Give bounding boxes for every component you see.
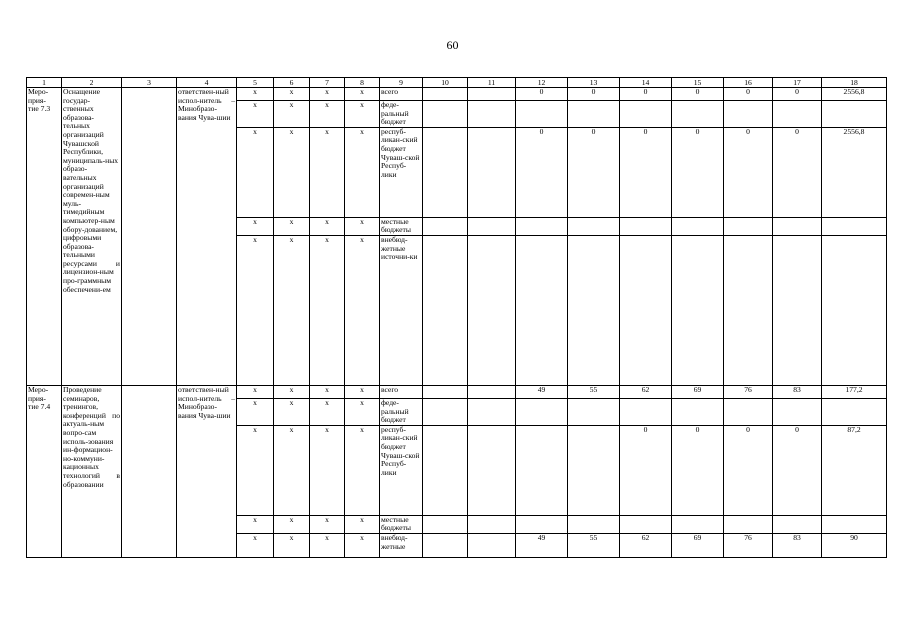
column-number: 15 [672, 78, 724, 88]
table-row [27, 88, 887, 101]
value-cell-c12: 0 [516, 88, 568, 101]
funding-source: всего [380, 385, 423, 398]
value-cell-c13 [568, 217, 620, 235]
funding-source: местные бюджеты [380, 217, 423, 235]
value-cell-c7: x [310, 398, 345, 425]
value-cell-c14 [620, 515, 672, 533]
value-cell-c8: x [345, 515, 380, 533]
value-cell-c7: x [310, 217, 345, 235]
value-cell-c8: x [345, 217, 380, 235]
value-cell-c8: x [345, 127, 380, 217]
funding-source: феде-ральный бюджет [380, 398, 423, 425]
value-cell-c18: 177,2 [822, 385, 887, 398]
value-cell-c16 [724, 515, 773, 533]
value-cell-c5: x [237, 385, 274, 398]
value-cell-c13: 0 [568, 127, 620, 217]
value-cell-c6: x [274, 515, 310, 533]
value-cell-c11 [468, 127, 516, 217]
funding-source: местные бюджеты [380, 515, 423, 533]
column-number: 10 [423, 78, 468, 88]
value-cell-c18 [822, 398, 887, 425]
value-cell-c15: 69 [672, 385, 724, 398]
value-cell-c5: x [237, 425, 274, 515]
value-cell-c12: 0 [516, 127, 568, 217]
value-cell-c6: x [274, 101, 310, 128]
measure-executor: ответствен-ный испол-нитель – Минобразо-вания Чува-шии [177, 385, 237, 557]
value-cell-c8: x [345, 385, 380, 398]
value-cell-c8: x [345, 101, 380, 128]
column-3-cell [122, 88, 177, 386]
value-cell-c8: x [345, 425, 380, 515]
column-number: 3 [122, 78, 177, 88]
value-cell-c14 [620, 101, 672, 128]
measure-name: Оснащение государ-ственных образова-тельных организаций Чувашской Республики, муниципаль-ных образо-вательных организаций современ-ным муль-тимедийным компьютер-ным обору-дованием, цифровыми образова-тельными ресурсами и лицензион-ным про-граммным обеспечени-ем [62, 88, 122, 386]
value-cell-c13 [568, 425, 620, 515]
value-cell-c8: x [345, 533, 380, 557]
value-cell-c6: x [274, 425, 310, 515]
value-cell-c14: 62 [620, 533, 672, 557]
value-cell-c10 [423, 217, 468, 235]
column-number-row [27, 78, 887, 88]
value-cell-c15 [672, 101, 724, 128]
value-cell-c15 [672, 398, 724, 425]
value-cell-c6: x [274, 127, 310, 217]
value-cell-c7: x [310, 235, 345, 385]
column-3-cell [122, 385, 177, 557]
value-cell-c18: 2556,8 [822, 127, 887, 217]
value-cell-c11 [468, 101, 516, 128]
page-number: 60 [446, 38, 459, 52]
value-cell-c10 [423, 235, 468, 385]
column-number: 18 [822, 78, 887, 88]
funding-source: респуб-ликан-ский бюджет Чуваш-ской Респуб-лики [380, 127, 423, 217]
value-cell-c8: x [345, 88, 380, 101]
value-cell-c11 [468, 235, 516, 385]
value-cell-c18: 87,2 [822, 425, 887, 515]
value-cell-c7: x [310, 101, 345, 128]
value-cell-c14: 0 [620, 88, 672, 101]
column-number: 12 [516, 78, 568, 88]
value-cell-c10 [423, 398, 468, 425]
funding-source: феде-ральный бюджет [380, 101, 423, 128]
value-cell-c17 [773, 101, 822, 128]
value-cell-c6: x [274, 235, 310, 385]
value-cell-c8: x [345, 398, 380, 425]
value-cell-c8: x [345, 235, 380, 385]
value-cell-c16 [724, 217, 773, 235]
column-number: 13 [568, 78, 620, 88]
measure-id: Меро- прия- тие 7.4 [27, 385, 62, 557]
value-cell-c10 [423, 88, 468, 101]
value-cell-c11 [468, 425, 516, 515]
value-cell-c15: 0 [672, 127, 724, 217]
value-cell-c6: x [274, 385, 310, 398]
value-cell-c7: x [310, 425, 345, 515]
value-cell-c13: 55 [568, 385, 620, 398]
value-cell-c15 [672, 217, 724, 235]
value-cell-c15 [672, 235, 724, 385]
value-cell-c16: 0 [724, 425, 773, 515]
value-cell-c12: 49 [516, 385, 568, 398]
value-cell-c5: x [237, 533, 274, 557]
column-number: 14 [620, 78, 672, 88]
value-cell-c16 [724, 398, 773, 425]
column-number: 17 [773, 78, 822, 88]
column-number: 11 [468, 78, 516, 88]
column-number: 8 [345, 78, 380, 88]
value-cell-c16: 76 [724, 385, 773, 398]
value-cell-c17: 83 [773, 533, 822, 557]
value-cell-c12 [516, 398, 568, 425]
column-number: 4 [177, 78, 237, 88]
value-cell-c7: x [310, 385, 345, 398]
value-cell-c12 [516, 425, 568, 515]
value-cell-c14: 62 [620, 385, 672, 398]
value-cell-c17: 0 [773, 127, 822, 217]
value-cell-c5: x [237, 101, 274, 128]
value-cell-c13 [568, 235, 620, 385]
value-cell-c10 [423, 101, 468, 128]
value-cell-c11 [468, 398, 516, 425]
value-cell-c17 [773, 235, 822, 385]
funding-source: всего [380, 88, 423, 101]
value-cell-c17: 0 [773, 425, 822, 515]
value-cell-c15: 0 [672, 425, 724, 515]
value-cell-c11 [468, 217, 516, 235]
value-cell-c5: x [237, 235, 274, 385]
value-cell-c14 [620, 398, 672, 425]
value-cell-c10 [423, 425, 468, 515]
program-measures-table [26, 77, 887, 558]
value-cell-c16: 0 [724, 127, 773, 217]
value-cell-c12 [516, 235, 568, 385]
column-number: 7 [310, 78, 345, 88]
value-cell-c18 [822, 217, 887, 235]
value-cell-c5: x [237, 127, 274, 217]
value-cell-c7: x [310, 88, 345, 101]
value-cell-c10 [423, 385, 468, 398]
value-cell-c13: 55 [568, 533, 620, 557]
value-cell-c17 [773, 515, 822, 533]
value-cell-c5: x [237, 217, 274, 235]
value-cell-c5: x [237, 88, 274, 101]
value-cell-c7: x [310, 533, 345, 557]
value-cell-c18 [822, 235, 887, 385]
value-cell-c14: 0 [620, 425, 672, 515]
value-cell-c14: 0 [620, 127, 672, 217]
column-number: 1 [27, 78, 62, 88]
value-cell-c14 [620, 217, 672, 235]
value-cell-c13 [568, 515, 620, 533]
funding-source: внебюд-жетные источни-ки [380, 235, 423, 385]
value-cell-c18: 2556,8 [822, 88, 887, 101]
value-cell-c6: x [274, 398, 310, 425]
value-cell-c11 [468, 88, 516, 101]
value-cell-c10 [423, 515, 468, 533]
value-cell-c15: 0 [672, 88, 724, 101]
value-cell-c13 [568, 398, 620, 425]
measure-id: Меро- прия- тие 7.3 [27, 88, 62, 386]
value-cell-c12 [516, 101, 568, 128]
value-cell-c15: 69 [672, 533, 724, 557]
funding-source: внебюд-жетные [380, 533, 423, 557]
value-cell-c11 [468, 533, 516, 557]
column-number: 2 [62, 78, 122, 88]
value-cell-c13 [568, 101, 620, 128]
value-cell-c6: x [274, 533, 310, 557]
value-cell-c10 [423, 533, 468, 557]
value-cell-c15 [672, 515, 724, 533]
value-cell-c10 [423, 127, 468, 217]
value-cell-c17: 0 [773, 88, 822, 101]
value-cell-c6: x [274, 217, 310, 235]
value-cell-c17 [773, 217, 822, 235]
value-cell-c18: 90 [822, 533, 887, 557]
value-cell-c12 [516, 217, 568, 235]
value-cell-c16: 76 [724, 533, 773, 557]
column-number: 16 [724, 78, 773, 88]
value-cell-c16: 0 [724, 88, 773, 101]
column-number: 6 [274, 78, 310, 88]
value-cell-c7: x [310, 515, 345, 533]
measure-executor: ответствен-ный испол-нитель – Минобразо-вания Чува-шии [177, 88, 237, 386]
value-cell-c13: 0 [568, 88, 620, 101]
value-cell-c12 [516, 515, 568, 533]
value-cell-c17 [773, 398, 822, 425]
column-number: 5 [237, 78, 274, 88]
value-cell-c18 [822, 101, 887, 128]
funding-source: респуб-ликан-ский бюджет Чуваш-ской Респуб-лики [380, 425, 423, 515]
value-cell-c18 [822, 515, 887, 533]
value-cell-c6: x [274, 88, 310, 101]
measure-name: Проведение семинаров, тренингов, конференций по актуаль-ным вопро-сам исполь-зования ин-формацион-но-коммуни-кационных технологий в образовании [62, 385, 122, 557]
value-cell-c5: x [237, 398, 274, 425]
column-number: 9 [380, 78, 423, 88]
value-cell-c11 [468, 515, 516, 533]
value-cell-c16 [724, 235, 773, 385]
measures-body [27, 88, 887, 558]
value-cell-c11 [468, 385, 516, 398]
value-cell-c16 [724, 101, 773, 128]
value-cell-c14 [620, 235, 672, 385]
value-cell-c7: x [310, 127, 345, 217]
value-cell-c17: 83 [773, 385, 822, 398]
table-row [27, 385, 887, 398]
value-cell-c5: x [237, 515, 274, 533]
value-cell-c12: 49 [516, 533, 568, 557]
